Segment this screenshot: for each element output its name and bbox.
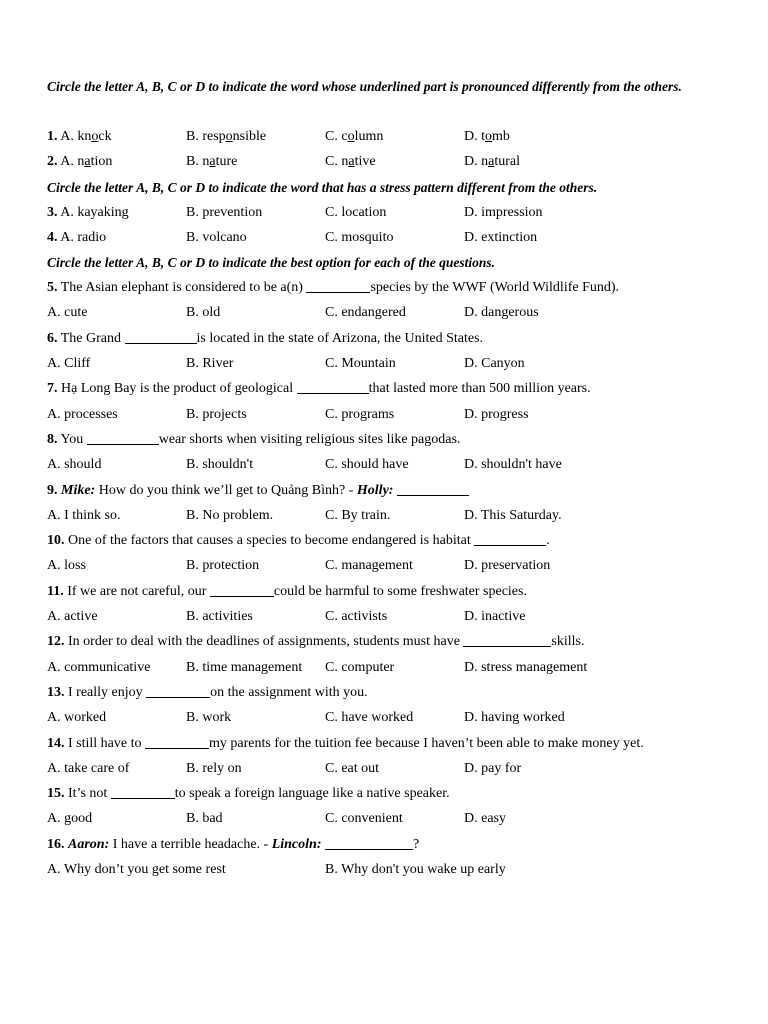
answer-option[interactable]: C. activists (325, 609, 388, 625)
underlined-letter: a (348, 154, 355, 170)
options-row (47, 705, 717, 730)
pronunciation-section (47, 124, 717, 175)
options-row (47, 604, 717, 629)
options-row (47, 806, 717, 831)
answer-option[interactable]: A. worked (47, 710, 107, 726)
answer-option[interactable]: C. column (325, 129, 384, 144)
answer-option[interactable]: C. native (325, 154, 376, 170)
answer-option[interactable]: D. preservation (464, 558, 551, 574)
worksheet (47, 74, 717, 882)
question-stem: 11. If we are not careful, our could be harmful to some freshwater species. (47, 583, 527, 599)
instruction-best-option: Circle the letter A, B, C or D to indicate the best option for each of the questions. (47, 255, 496, 271)
answer-blank[interactable] (210, 582, 274, 597)
options-row (47, 300, 717, 325)
answer-option[interactable]: D. tomb (464, 129, 510, 144)
question-stem: 12. In order to deal with the deadlines of assignments, students must have skills. (47, 634, 585, 650)
answer-option[interactable]: D. progress (464, 406, 529, 422)
question-number: 14. (47, 735, 65, 751)
answer-blank[interactable] (111, 784, 175, 799)
question-number: 12. (47, 634, 65, 650)
question-number: 1. (47, 129, 58, 144)
answer-option[interactable]: D. pay for (464, 760, 522, 776)
answer-option[interactable]: B. nature (186, 154, 238, 170)
question-number: 5. (47, 280, 58, 296)
question-row (47, 124, 717, 149)
answer-option[interactable]: D. inactive (464, 609, 526, 625)
options-row (47, 857, 717, 882)
underlined-letter: o (91, 129, 99, 144)
options-row (47, 402, 717, 427)
answer-option[interactable]: B. old (186, 305, 221, 321)
options-row (47, 503, 717, 528)
speaker-name: Lincoln: (271, 836, 322, 852)
question-stem: 6. The Grand is located in the state of Arizona, the United States. (47, 330, 484, 346)
question-number: 13. (47, 684, 65, 700)
answer-option[interactable]: C. should have (325, 457, 409, 473)
answer-option[interactable]: D. This Saturday. (464, 507, 562, 523)
question-number: 7. (47, 381, 58, 397)
answer-blank[interactable] (145, 734, 209, 749)
answer-option[interactable]: A. processes (47, 406, 118, 422)
answer-option[interactable]: A. Cliff (47, 356, 91, 372)
questions-section (47, 275, 717, 882)
underlined-letter: o (485, 129, 492, 144)
question-number: 16. (47, 836, 65, 852)
answer-option[interactable]: B. Why don't you wake up early (325, 862, 506, 878)
question-stem: 15. It’s not to speak a foreign language like a native speaker. (47, 786, 450, 802)
options-row (47, 351, 717, 376)
answer-option[interactable]: A. communicative (47, 659, 151, 675)
answer-option[interactable]: B. bad (186, 811, 223, 827)
answer-option[interactable]: B. responsible (186, 129, 267, 144)
answer-option[interactable]: B. River (186, 356, 234, 372)
speaker-name: Mike: (61, 482, 96, 498)
answer-option[interactable]: D. natural (464, 154, 520, 170)
answer-option[interactable]: A. take care of (47, 760, 130, 776)
answer-option[interactable]: B. projects (186, 406, 247, 422)
answer-option[interactable]: 3. A. kayaking (47, 204, 129, 220)
answer-option[interactable]: 1. A. knock (47, 129, 112, 144)
answer-option[interactable]: 2. A. nation (47, 154, 113, 170)
answer-option[interactable]: D. Canyon (464, 356, 525, 372)
answer-option[interactable]: B. prevention (186, 204, 263, 220)
answer-blank[interactable] (397, 481, 469, 496)
answer-option[interactable]: C. computer (325, 659, 395, 675)
answer-option[interactable]: D. easy (464, 811, 506, 827)
answer-blank[interactable] (87, 430, 159, 445)
answer-option[interactable]: C. Mountain (325, 356, 396, 372)
answer-option[interactable]: B. volcano (186, 229, 247, 245)
speaker-name: Aaron: (68, 836, 110, 852)
answer-option[interactable]: A. active (47, 609, 98, 625)
answer-option[interactable]: B. work (186, 710, 232, 726)
question-stem: 16. Aaron: I have a terrible headache. - Lincoln: ? (47, 836, 420, 852)
question-number: 10. (47, 533, 65, 549)
question-stem: 5. The Asian elephant is considered to be a(n) species by the WWF (World Wildlife Fund). (47, 280, 620, 296)
question-row (47, 200, 717, 225)
question-stem: 10. One of the factors that causes a species to become endangered is habitat . (47, 533, 550, 549)
answer-option[interactable]: 4. A. radio (47, 229, 107, 245)
underlined-letter: o (225, 129, 233, 144)
answer-option[interactable]: C. convenient (325, 811, 403, 827)
question-number: 15. (47, 786, 65, 802)
options-row (47, 756, 717, 781)
answer-option[interactable]: B. time management (186, 659, 303, 675)
answer-option[interactable]: D. shouldn't have (464, 457, 562, 473)
question-number: 3. (47, 204, 58, 220)
answer-option[interactable]: D. having worked (464, 710, 565, 726)
answer-option[interactable]: B. shouldn't (186, 457, 254, 473)
question-number: 8. (47, 431, 58, 447)
question-number: 6. (47, 330, 58, 346)
instruction-pronunciation: Circle the letter A, B, C or D to indicate the word whose underlined part is pronounced differently from the others. (47, 79, 682, 94)
answer-option[interactable]: A. loss (47, 558, 86, 574)
question-stem: 14. I still have to my parents for the tuition fee because I haven’t been able to make money yet. (47, 735, 644, 751)
answer-blank[interactable] (297, 379, 369, 394)
question-stem: 7. Hạ Long Bay is the product of geological that lasted more than 500 million years. (47, 381, 591, 397)
answer-blank[interactable] (325, 835, 413, 850)
question-number: 11. (47, 583, 64, 599)
underlined-letter: o (347, 129, 355, 144)
speaker-name: Holly: (356, 482, 394, 498)
question-row (47, 149, 717, 174)
question-stem: 8. You wear shorts when visiting religious sites like pagodas. (47, 431, 461, 447)
options-row (47, 655, 717, 680)
answer-option[interactable]: A. should (47, 457, 102, 473)
answer-option[interactable]: D. impression (464, 204, 543, 220)
answer-option[interactable]: A. I think so. (47, 507, 121, 523)
answer-option[interactable]: A. good (47, 811, 93, 827)
answer-option[interactable]: C. endangered (325, 305, 406, 321)
answer-option[interactable]: C. management (325, 558, 413, 574)
answer-option[interactable]: C. have worked (325, 710, 414, 726)
answer-option[interactable]: C. programs (325, 406, 395, 422)
question-number: 9. (47, 482, 58, 498)
answer-option[interactable]: B. No problem. (186, 507, 274, 523)
answer-option[interactable]: C. mosquito (325, 229, 394, 245)
answer-option[interactable]: B. activities (186, 609, 253, 625)
underlined-letter: a (84, 154, 91, 170)
answer-option[interactable]: B. rely on (186, 760, 242, 776)
answer-option[interactable]: D. extinction (464, 229, 538, 245)
question-number: 4. (47, 229, 58, 245)
answer-option[interactable]: C. By train. (325, 507, 391, 523)
answer-option[interactable]: A. cute (47, 305, 88, 321)
underlined-letter: a (209, 154, 216, 170)
answer-option[interactable]: D. dangerous (464, 305, 539, 321)
question-stem: 13. I really enjoy on the assignment with you. (47, 684, 368, 700)
instruction-stress: Circle the letter A, B, C or D to indicate the word that has a stress pattern different from the others. (47, 179, 598, 195)
underlined-letter: a (488, 154, 495, 170)
answer-blank[interactable] (125, 329, 197, 344)
answer-option[interactable]: C. location (325, 204, 387, 220)
answer-option[interactable]: A. Why don’t you get some rest (47, 862, 226, 878)
answer-option[interactable]: B. protection (186, 558, 260, 574)
answer-blank[interactable] (306, 278, 370, 293)
options-row (47, 553, 717, 578)
answer-blank[interactable] (474, 531, 546, 546)
answer-option[interactable]: D. stress management (464, 659, 588, 675)
options-row (47, 452, 717, 477)
question-number: 2. (47, 154, 58, 170)
answer-option[interactable]: C. eat out (325, 760, 380, 776)
answer-blank[interactable] (463, 632, 551, 647)
question-stem: 9. Mike: How do you think we’ll get to Quảng Bình? - Holly: (47, 478, 717, 503)
stress-section (47, 200, 717, 251)
answer-blank[interactable] (146, 683, 210, 698)
question-row (47, 225, 717, 250)
